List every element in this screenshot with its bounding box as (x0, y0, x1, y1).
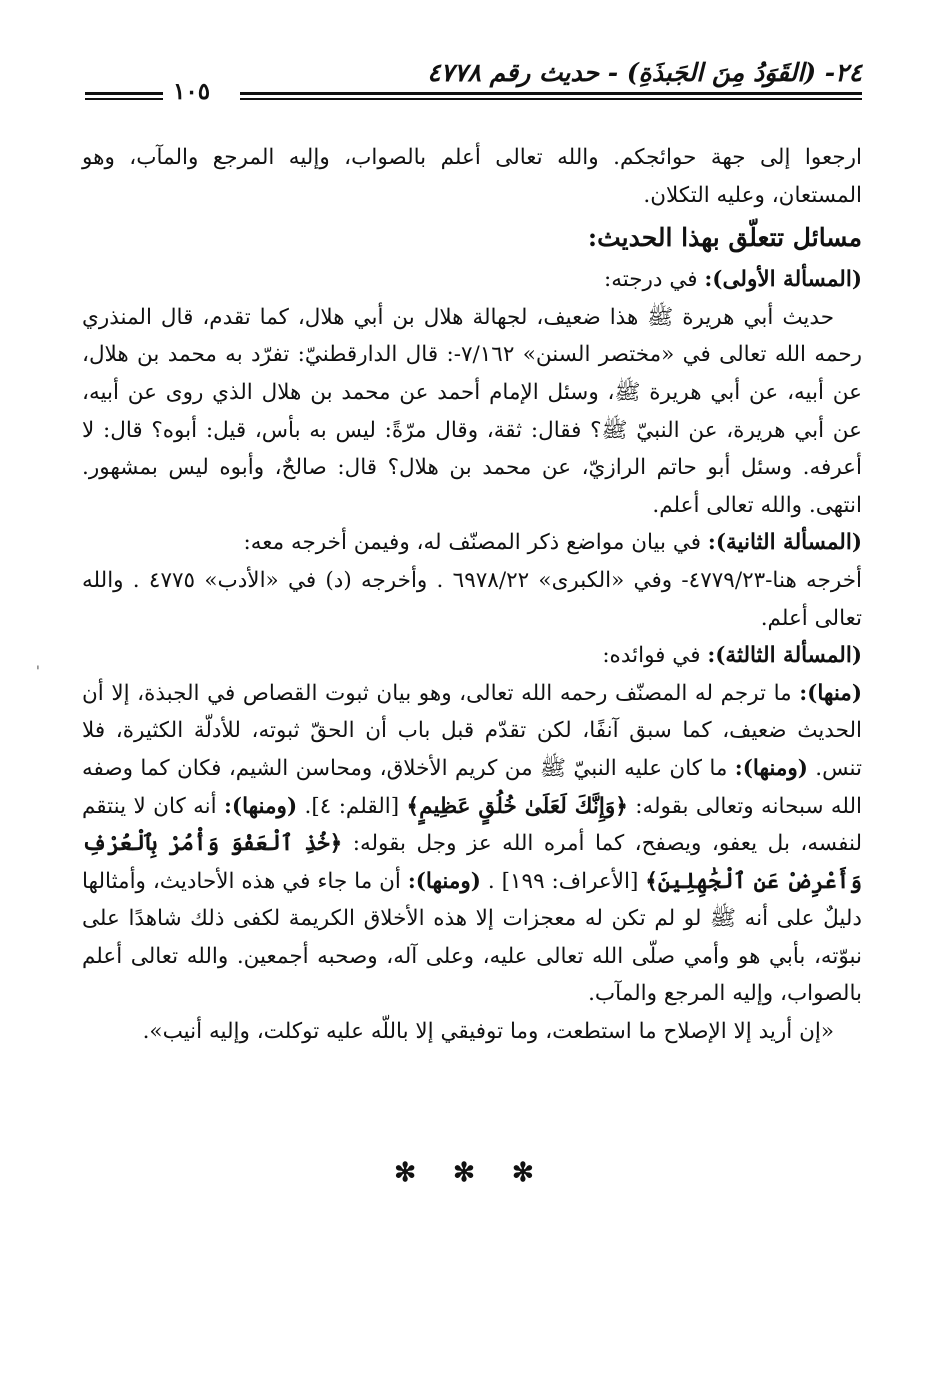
chapter-header-title: ٢٤- (القَوَدُ مِنَ الجَبذَةِ) - حديث رقم ٤٧٧٨ (427, 58, 862, 87)
benefit-one-label: (منها): (799, 680, 862, 706)
issue-three-topic: في فوائده: (602, 643, 701, 669)
end-ornament: ✻ ✻ ✻ (394, 1158, 548, 1188)
page-body (82, 139, 862, 1051)
benefit-one-text: ما ترجم له المصنّف رحمه الله تعالى، وهو بيان ثبوت القصاص في الجبذة، إلا أن الحديث ضعيف، كما سبق آنفًا، لكن تقدّم قبل باب أن الحقّ ثبوته، للأدلّة الكثيرة، فلا تنس. (82, 680, 862, 781)
benefit-two-text: ما كان عليه النبيّ ﷺ من كريم الأخلاق، ومحاسن الشيم، فكان كما وصفه الله سبحانه وتعالى بقوله: (82, 755, 863, 819)
issue-three-heading (82, 637, 862, 675)
benefit-four-text: أن ما جاء في هذه الأحاديث، وأمثالها دليلٌ على أنه ﷺ لو لم تكن له معجزات إلا هذه الأخلاق الكريمة لكفى ذلك شاهدًا على نبوّته، بأبي هو وأمي صلّى الله تعالى عليه، وعلى آله، وصحبه أجمعين. والله تعالى أعلم بالصواب، وإليه المرجع والمآب. (82, 868, 862, 1007)
quran-ref-araf: [الأعراف: ١٩٩] . (487, 868, 639, 894)
section-title: مسائل تتعلّق بهذا الحديث: (587, 223, 862, 253)
header-rule-right-lower (240, 98, 862, 100)
benefit-four-label: (ومنها): (407, 868, 481, 894)
issue-one-label: (المسألة الأولى): (704, 267, 862, 293)
opening-paragraph: ارجعوا إلى جهة حوائجكم. والله تعالى أعلم بالصواب، وإليه المرجع والمآب، وهو المستعان، وعليه التكلان. (82, 145, 862, 208)
page-number: ١٠٥ (173, 78, 211, 105)
issue-two-text: أخرجه هنا-٤٧٧٩/٢٣- وفي «الكبرى» ٦٩٧٨/٢٢ . وأخرجه (د) في «الأدب» ٤٧٧٥ . والله تعالى أعلم. (82, 567, 863, 631)
issue-three-label: (المسألة الثالثة): (707, 643, 862, 669)
quran-verse-araf: ﴿خُذِ ٱلْعَفْوَ وَأْمُرْ بِٱلْعُرْفِ وَأَعْرِضْ عَنِ ٱلْجَٰهِلِينَ﴾ (82, 831, 862, 894)
issue-two-label: (المسألة الثانية): (707, 530, 862, 556)
quran-verse-qalam: ﴿وَإِنَّكَ لَعَلَىٰ خُلُقٍ عَظِيمٍ﴾ (406, 793, 628, 819)
issue-one-topic: في درجته: (603, 267, 698, 293)
issue-two-heading (82, 524, 862, 562)
issue-one-text: حديث أبي هريرة ﷺ هذا ضعيف، لجهالة هلال بن أبي هلال، كما تقدم، قال المنذري رحمه الله تعالى في «مختصر السنن» ٧/١٦٢-: قال الدارقطنيّ: تفرّد به محمد بن هلال، عن أبيه، عن أبي هريرة ﷺ، وسئل الإمام أحمد عن محمد بن هلال الذي روى عن أبيه، عن أبي هريرة، عن النبيّ ﷺ؟ فقال: ثقة، وقال مرّةً: ليس به بأس، قيل: أبوه؟ قال: لا أعرفه. وسئل أبو حاتم الرازيّ، عن محمد بن هلال؟ قال: صالحٌ، وأبوه ليس بمشهور. انتهى. والله تعالى أعلم. (82, 304, 862, 518)
benefit-three-label: (ومنها): (223, 793, 298, 819)
margin-mark: ' (36, 664, 40, 680)
benefit-two-label: (ومنها): (734, 755, 808, 781)
closing-quote: «إن أريد إلا الإصلاح ما استطعت، وما توفيقي إلا باللّه عليه توكلت، وإليه أنيب». (142, 1019, 834, 1045)
benefits-paragraph (82, 675, 862, 1013)
header-rule-left-lower (85, 98, 163, 100)
issue-one-heading (82, 261, 862, 299)
quran-ref-qalam: [القلم: ٤]. (304, 793, 400, 819)
benefit-three-text: أنه كان لا ينتقم لنفسه، بل يعفو، ويصفح، كما أمره الله عز وجل بقوله: (82, 793, 862, 857)
issue-two-topic: في بيان مواضع ذكر المصنّف له، وفيمن أخرجه معه: (243, 530, 702, 556)
header-rule-right-upper (240, 92, 862, 95)
header-rule-left-upper (85, 92, 163, 95)
running-head (85, 58, 862, 108)
